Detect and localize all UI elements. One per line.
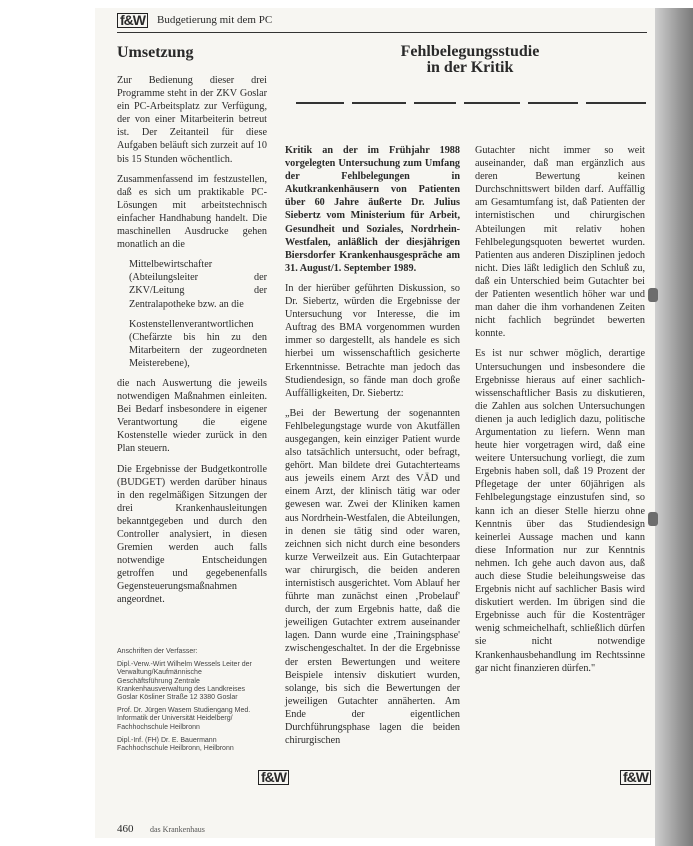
author-entry: Dipl.-Verw.-Wirt Wilhelm Wessels Leiter der Verwaltung/Kaufmännische Geschäftsführung Zentrale Krankenhausverwaltung des Landkreises Goslar Kösliner Straße 12 3380 Goslar [117, 661, 252, 702]
journal-name: das Krankenhaus [150, 825, 205, 834]
right-column [475, 144, 645, 764]
paragraph: „Bei der Bewertung der sogenannten Fehlbelegungstage wurde von Akutfällen ausgegangen, kein einziger Patient wurde also tatsächlich untersucht, oder befragt, gehört. Man bildete drei Gutachterteams aus jeweils einem Arzt des VÄD und einem Arzt, der klinisch tätig war oder gewesen war. Zwei der Kliniken kamen aus Nordrhein-Westfalen, die Abteilungen, in denen sie tätig sind oder waren, zeichnen sich nicht durch eine besonders kurze Verweilzeit aus. Ein Gutachterpaar war chirurgisch, die beiden anderen internistisch ausgerichtet. Vom Ablauf her führte man zunächst einen ‚Probelauf' durch, der zum Ergebnis hatte, daß die jeweiligen Gutachter extrem auseinander lagen. Dann wurde eine ‚Trainingsphase' zwischengeschaltet. In der die Ergebnisse der ersten Bewertungen und weitere Beispiele intensiv diskutiert wurden, solange, bis sich die Bewertungen der jeweiligen Gutachter annäherten. Am Ende der eigentlichen Durchführungsphase lagen die beiden chirurgischen [285, 407, 460, 747]
article-lede: Kritik an der im Frühjahr 1988 vorgelegten Untersuchung zum Umfang der Fehlbelegungen in Akutkrankenhäusern von Patienten über 60 Jahre äußerte Dr. Julius Siebertz vom Ministerium für Arbeit, Gesundheit und Soziales, Nordrhein-Westfalen, anläßlich der diesjährigen Biersdorfer Krankenhausgespräche am 31. August/1. September 1989. [285, 145, 460, 274]
paragraph: Gutachter nicht immer so weit auseinander, daß man ergänzlich aus deren Bewertung keinen Durchschnittswert bilden darf. Auffällig am Gesamtumfang ist, daß Patienten der internistischen und chirurgischen Abteilungen mit relativ hohen Fehlbelegungsquoten bewertet wurden. Patienten aus anderen Disziplinen jedoch nicht. Dies läßt lediglich den Schluß zu, daß ein Unterschied beim Gutachter bei der Patienten wesentlich höher war und man daher die ihm vorhandenen Zeiten nicht fachlich begründet bewerten konnte. [475, 145, 645, 340]
punch-hole [648, 512, 658, 526]
title-rule [352, 102, 406, 104]
list-item: Mittelbewirtschafter (Abteilungsleiter der ZKV/Leitung der Zentralapotheke bzw. an die [129, 259, 267, 310]
title-rule [296, 102, 344, 104]
title-rule [586, 102, 646, 104]
journal-logo: f&W [117, 13, 148, 28]
paragraph: Die Ergebnisse der Budgetkontrolle (BUDGET) werden darüber hinaus in den regelmäßigen Sitzungen der drei Krankenhausleitungen bekanntgegeben und durch den Controller analysiert, in diesen Gremien werden auch falls notwendige Entscheidungen getroffen und gegebenenfalls Gegensteuerungsmaßnahmen angeordnet. [117, 463, 267, 606]
footer-logo: f&W [258, 770, 289, 785]
article-title-line2: in der Kritik [426, 59, 514, 76]
paragraph: Zur Bedienung dieser drei Programme steht in der ZKV Goslar ein PC-Arbeitsplatz zur Verfügung, der von einer Mitarbeiterin betreut ist. Der Zeitanteil für diese Aufgaben beläuft sich zurzeit auf 10 bis 15 Stunden wöchentlich. [117, 75, 267, 165]
footer-logo: f&W [620, 770, 651, 785]
punch-hole [648, 288, 658, 302]
article-title-line1: Fehlbelegungsstudie [400, 43, 540, 60]
author-heading: Anschriften der Verfasser: [117, 648, 198, 655]
running-title: Budgetierung mit dem PC [157, 14, 273, 26]
page-number: 460 [117, 823, 134, 835]
left-column [117, 74, 267, 606]
page-edge-shadow [655, 8, 693, 846]
paragraph: Zusammenfassend im festzustellen, daß es sich um praktikable PC-Lösungen mit arbeitstechnisch einfacher Handhabung handelt. Die maschinellen Ausdrucke gehen monatlich an die [117, 173, 267, 251]
list-item: Kostenstellenverantwortlichen (Chefärzte bis hin zu den Mitarbeitern der zugeordneten Meisterebene), [129, 318, 267, 369]
title-rule [464, 102, 520, 104]
paragraph: die nach Auswertung die jeweils notwendigen Maßnahmen einleiten. Bei Bedarf insbesondere in eigener Verantwortung die eigene Kostenstelle wieder zurück in den Plan steuern. [117, 377, 267, 455]
article-title [370, 44, 570, 76]
page-header [117, 12, 647, 33]
title-rule [528, 102, 578, 104]
author-entry: Prof. Dr. Jürgen Wasem Studiengang Med. Informatik der Universität Heidelberg/ Fachhochschule Heilbronn [117, 707, 251, 731]
section-title-umsetzung: Umsetzung [117, 44, 194, 61]
author-addresses [117, 648, 257, 758]
paragraph: In der hierüber geführten Diskussion, so Dr. Siebertz, würden die Ergebnisse der Untersuchung vor Interesse, die im Auftrag des BMA vorgenommen wurden immer so dargestellt, als handele es sich hierbei um wissenschaftlich gesicherte Erkenntnisse. Betrachte man jedoch das Studiendesign, so fände man doch große Auffälligkeiten, Dr. Siebertz: [285, 282, 460, 399]
author-entry: Dipl.-Inf. (FH) Dr. E. Bauermann Fachhochschule Heilbronn, Heilbronn [117, 736, 234, 753]
title-rule [414, 102, 456, 104]
middle-column [285, 144, 460, 820]
paragraph: Es ist nur schwer möglich, derartige Untersuchungen und insbesondere die Ergebnisse hieraus auf einer sachlich-wissenschaftlicher Basis zu diskutieren, die Zahlen aus solchen Untersuchungen dienen ja auch lediglich dazu, politische Argumentation zu liefern. Wenn man heute hier vorgetragen wird, daß eine weitere Untersuchung vorliegt, die zum Ergebnis haben soll, daß 19 Prozent der Pflegetage der unter 60jährigen als Fehlbelegungstage einzustufen sind, so kann ich an dieser Stelle hierzu ohne Kenntnis über das Studiendesign keinerlei Aussage machen und kann diese Information nur zur Kenntnis nehmen. Ich gehe auch davon aus, daß auch diese Studie beleihungsweise das Ergebnis nicht auf sachlicher Basis wird diskutiert werden. Im übrigen sind die Ergebnisse auch für die Kostenträger wenig schmeichelhaft, schließlich dürfen sie nicht notwendige Krankenhausbehandlung im Rechtssinne gar nicht finanzieren dürfen." [475, 348, 645, 674]
